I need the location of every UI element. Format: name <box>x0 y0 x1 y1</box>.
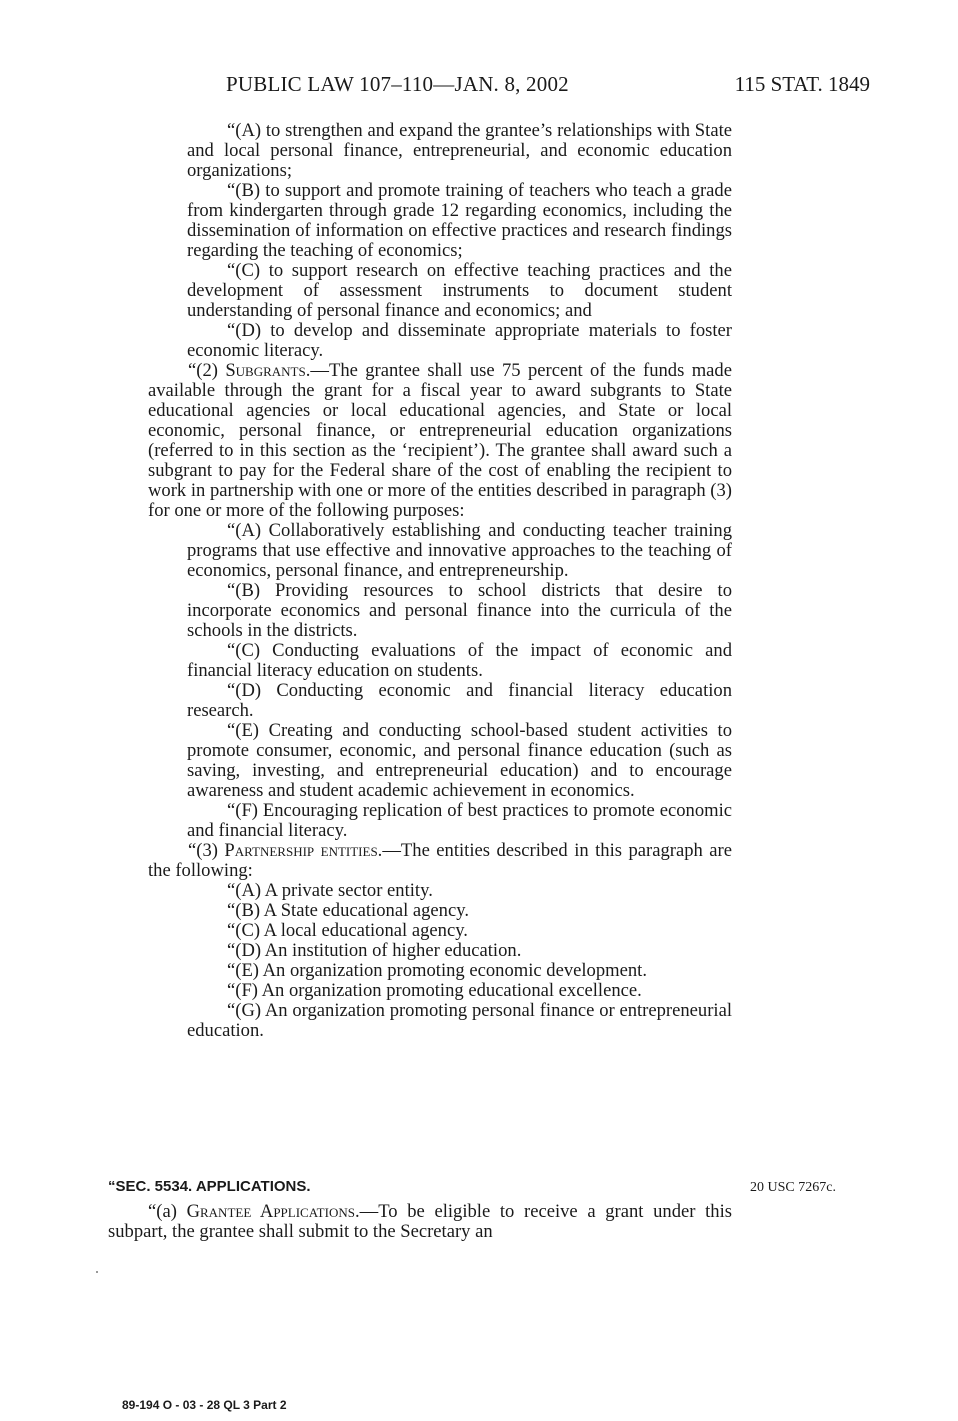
statute-paragraph: “(B) to support and promote training of teachers who teach a grade from kindergarten through grade 12 regarding economics, including the dissemination of information on effective practices and research findings regarding the teaching of economics; <box>187 180 732 261</box>
statute-paragraph: “(D) to develop and disseminate appropriate materials to foster economic literacy. <box>187 320 732 361</box>
running-header-title: PUBLIC LAW 107–110—JAN. 8, 2002 <box>226 72 569 96</box>
statute-paragraph: “(A) to strengthen and expand the grantee’s relationships with State and local personal finance, entrepreneurial, and economic education organizations; <box>187 120 732 181</box>
running-header-page: 115 STAT. 1849 <box>734 72 870 96</box>
statute-body <box>108 121 732 1041</box>
statute-paragraph: “(A) Collaboratively establishing and conducting teacher training programs that use effective and innovative approaches to the teaching of economics, personal finance, and entrepreneurship. <box>187 520 732 581</box>
statute-paragraph: “(B) Providing resources to school districts that desire to incorporate economics and personal finance into the curricula of the schools in the districts. <box>187 580 732 641</box>
section-heading: “SEC. 5534. APPLICATIONS. <box>108 1178 311 1195</box>
statute-paragraph: “(D) An institution of higher education. <box>227 940 522 961</box>
statute-paragraph: “(E) Creating and conducting school-based student activities to promote consumer, economic, and personal finance education (such as saving, investing, and entrepreneurial education) and to encourage awareness and student academic achievement in economics. <box>187 720 732 801</box>
scan-speck <box>96 1271 98 1273</box>
statute-paragraph: “(2) Subgrants.—The grantee shall use 75 percent of the funds made available through the grant for a fiscal year to award subgrants to State educational agencies or local educational agencies, and State or local economic, personal finance, or entrepreneurial education organizations (referred to in this section as the ‘recipient’). The grantee shall award such a subgrant to pay for the Federal share of the cost of enabling the recipient to work in partnership with one or more of the entities described in paragraph (3) for one or more of the following purposes: <box>148 360 732 521</box>
statute-paragraph: “(C) A local educational agency. <box>227 920 468 941</box>
statute-paragraph: “(F) Encouraging replication of best practices to promote economic and financial literacy. <box>187 800 732 841</box>
section-paragraph: “(a) Grantee Applications.—To be eligible to receive a grant under this subpart, the grantee shall submit to the Secretary an <box>108 1201 732 1242</box>
statute-paragraph: “(E) An organization promoting economic development. <box>227 960 647 981</box>
statute-paragraph: “(G) An organization promoting personal finance or entrepreneurial education. <box>187 1000 732 1041</box>
statute-paragraph: “(F) An organization promoting educational excellence. <box>227 980 642 1001</box>
statute-paragraph: “(B) A State educational agency. <box>227 900 469 921</box>
section-body <box>108 1202 732 1242</box>
statute-paragraph: “(C) Conducting evaluations of the impact of economic and financial literacy education on students. <box>187 640 732 681</box>
statute-paragraph: “(3) Partnership entities.—The entities described in this paragraph are the following: <box>148 840 732 881</box>
margin-citation: 20 USC 7267c. <box>750 1180 836 1195</box>
statute-paragraph: “(D) Conducting economic and financial literacy education research. <box>187 680 732 721</box>
print-job-footer: 89-194 O - 03 - 28 QL 3 Part 2 <box>122 1398 287 1412</box>
statute-paragraph: “(C) to support research on effective teaching practices and the development of assessment instruments to document student understanding of personal finance and economics; and <box>187 260 732 321</box>
statute-paragraph: “(A) A private sector entity. <box>227 880 433 901</box>
